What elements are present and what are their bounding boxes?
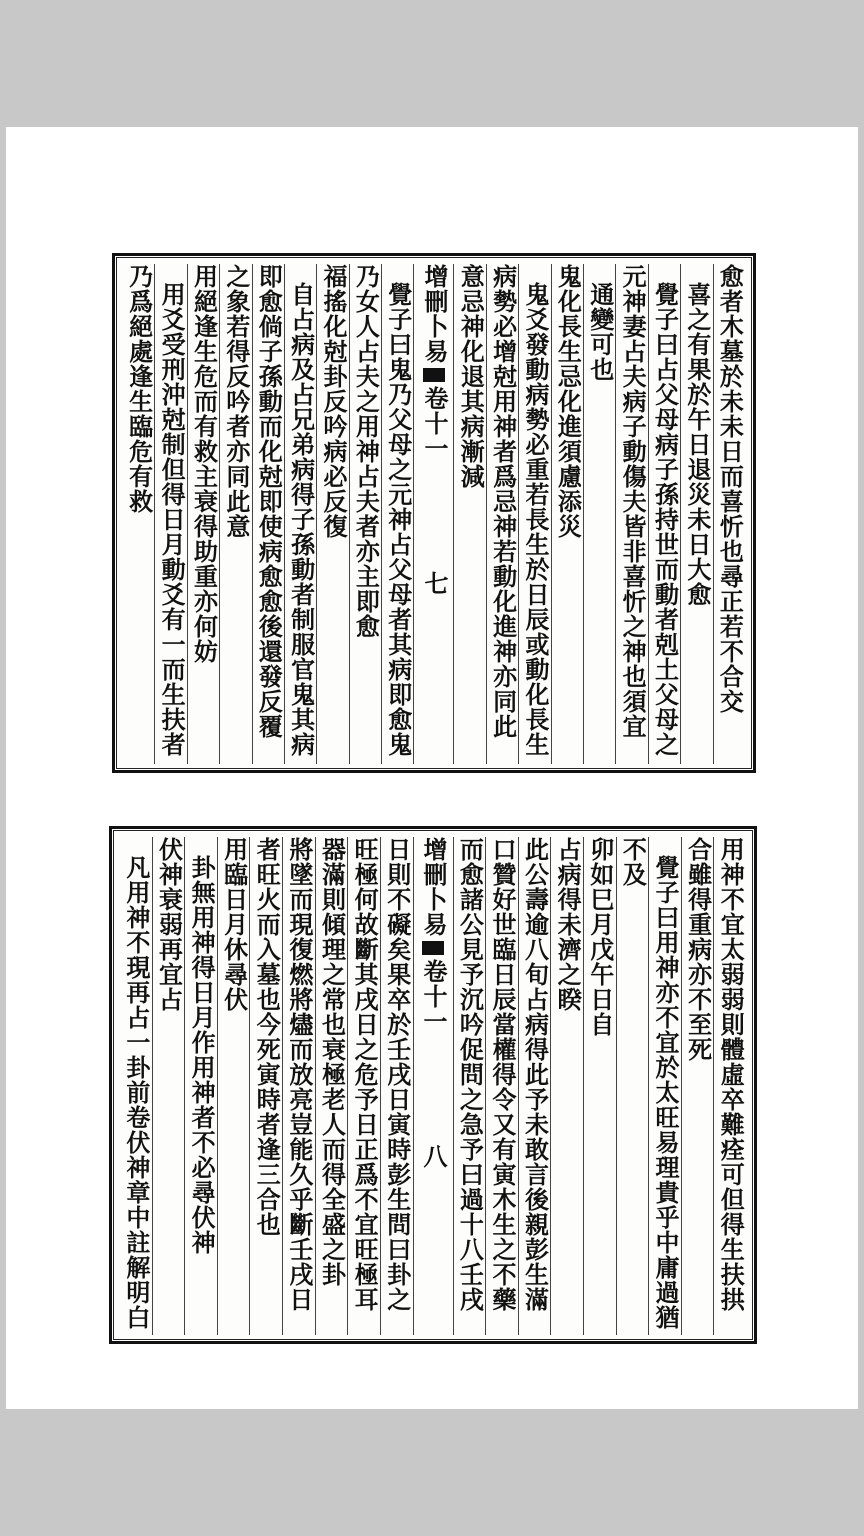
text-column	[453, 837, 486, 1335]
text-column	[713, 264, 745, 764]
column-text: 通變可也	[585, 282, 615, 382]
column-text: 自占病及占兄弟病得子孫動者制服官鬼其病	[286, 282, 316, 757]
column-text: 器滿則傾理之常也衰極老人而得全盛之卦	[317, 837, 347, 1287]
text-column	[219, 264, 251, 764]
text-column	[453, 264, 485, 764]
column-text: 病勢必增尅用神者爲忌神若動化進神亦同此	[488, 264, 518, 739]
text-column	[583, 264, 615, 764]
text-column	[681, 837, 714, 1335]
column-text: 日則不礙矣果卒於壬戌日寅時彭生問曰卦之	[382, 837, 412, 1312]
column-text: 意忌神化退其病漸減	[456, 264, 486, 489]
column-text: 卯如巳月戊午日自	[585, 837, 615, 1037]
column-text: 而愈諸公見予沉吟促問之急予曰過十八壬戌	[455, 837, 485, 1312]
text-column	[648, 264, 680, 764]
text-column	[187, 264, 219, 764]
text-column	[120, 837, 152, 1335]
text-column	[282, 837, 315, 1335]
column-text: 不及	[618, 837, 648, 887]
text-column	[252, 264, 284, 764]
text-column	[249, 837, 282, 1335]
column-text: 用爻受刑沖尅制但得日月動爻有一而生扶者	[157, 282, 187, 757]
column-text: 之象若得反吟者亦同此意	[221, 264, 251, 539]
text-column	[349, 264, 381, 764]
column-text: 此公壽逾八旬占病得此予未敢言後親彭生滿	[520, 837, 550, 1312]
text-column	[485, 837, 518, 1335]
column-text: 卦無用神得日月作用神者不必尋伏神	[187, 855, 217, 1255]
column-text: 凡用神不現再占一卦前卷伏神章中註解明白	[121, 855, 151, 1330]
text-column	[486, 264, 518, 764]
column-text: 用絕逢生危而有救主衰得助重亦何妨	[189, 264, 219, 664]
column-text: 即愈倘子孫動而化尅即使病愈愈後還發反覆	[254, 264, 284, 739]
column-text: 乃女人占夫之用神占夫者亦主即愈	[351, 264, 381, 639]
text-column	[615, 264, 647, 764]
top-page	[112, 253, 756, 773]
text-column	[154, 264, 186, 764]
fish-tail-mark	[423, 368, 445, 382]
column-text: 將墜而現復燃將燼而放亮豈能久乎斷壬戌日	[284, 837, 314, 1312]
text-column	[551, 264, 583, 764]
scan-paper	[6, 127, 858, 1409]
top-page-columns	[123, 264, 745, 764]
column-text: 喜之有果於午日退災未日大愈	[682, 282, 712, 607]
volume-label: 卷十一	[419, 386, 449, 461]
book-title: 增刪卜易	[419, 264, 449, 364]
column-text: 用神不宜太弱弱則體虛卒難痊可但得生扶拱	[716, 837, 746, 1312]
bottom-page	[109, 826, 757, 1344]
column-text: 合雖得重病亦不至死	[683, 837, 713, 1062]
page-number: 八	[419, 1144, 449, 1169]
column-text: 覺子曰用神亦不宜於太旺易理貴乎中庸過猶	[650, 855, 680, 1330]
text-column	[152, 837, 185, 1335]
text-column	[316, 264, 348, 764]
text-column	[616, 837, 649, 1335]
book-title: 增刪卜易	[419, 837, 449, 937]
column-text: 覺子曰占父母病子孫持世而動者剋土父母之	[650, 282, 680, 757]
bottom-page-columns	[120, 837, 746, 1335]
fish-tail-mark	[422, 941, 444, 955]
text-column	[284, 264, 316, 764]
text-column	[347, 837, 380, 1335]
column-text: 口贊好世臨日辰當權得令又有寅木生之不藥	[487, 837, 517, 1312]
text-column	[381, 264, 413, 764]
text-column	[123, 264, 154, 764]
column-text: 者旺火而入墓也今死寅時者逢三合也	[252, 837, 282, 1237]
column-text: 元神妻占夫病子動傷夫皆非喜忻之神也須宜	[618, 264, 648, 739]
column-text: 占病得未濟之睽	[553, 837, 583, 1012]
column-text: 伏神衰弱再宜占	[154, 837, 184, 1012]
text-column	[518, 264, 550, 764]
column-text: 旺極何故斷其戌日之危予日正爲不宜旺極耳	[350, 837, 380, 1312]
column-text: 覺子曰鬼乃父母之元神占父母者其病即愈鬼	[383, 282, 413, 757]
column-text: 愈者木墓於未未日而喜忻也尋正若不合交	[715, 264, 745, 714]
page-center-column	[413, 264, 453, 764]
text-column	[648, 837, 681, 1335]
text-column	[550, 837, 583, 1335]
column-text: 乃爲絕處逢生臨危有救	[124, 264, 154, 514]
text-column	[713, 837, 746, 1335]
column-text: 鬼爻發動病勢必重若長生於日辰或動化長生	[520, 282, 550, 757]
text-column	[583, 837, 616, 1335]
page-center-column	[413, 837, 453, 1335]
text-column	[184, 837, 217, 1335]
text-column	[680, 264, 712, 764]
text-column	[217, 837, 250, 1335]
column-text: 福搖化尅卦反吟病必反復	[319, 264, 349, 539]
column-text: 用臨日月休尋伏	[219, 837, 249, 1012]
page-number: 七	[419, 571, 449, 596]
volume-label: 卷十一	[419, 959, 449, 1034]
column-text: 鬼化長生忌化進須慮添災	[553, 264, 583, 539]
text-column	[315, 837, 348, 1335]
text-column	[380, 837, 413, 1335]
text-column	[518, 837, 551, 1335]
